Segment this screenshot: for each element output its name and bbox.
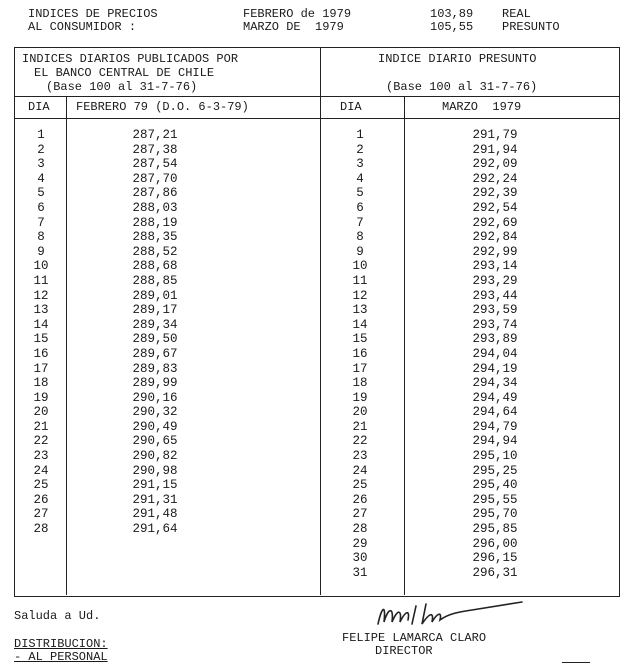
right-day-cell: 3 (356, 157, 364, 172)
left-day-cell: 15 (33, 332, 49, 347)
right-value-cell: 294,04 (472, 346, 518, 361)
right-value-cell: 295,40 (472, 478, 518, 493)
left-day-cell: 25 (33, 478, 49, 493)
right-day-cell: 7 (356, 215, 364, 230)
left-day-cell: 8 (37, 230, 45, 245)
left-value-cell: 289,83 (132, 361, 178, 376)
right-day-cell: 19 (352, 390, 368, 405)
left-value-cell: 288,68 (132, 259, 178, 274)
table-header-divider (14, 118, 619, 119)
right-day-cell: 29 (352, 536, 368, 551)
left-value-cell: 290,16 (132, 390, 178, 405)
header-value-line2: 105,55 (430, 20, 474, 34)
left-day-cell: 17 (33, 361, 49, 376)
right-day-cell: 17 (352, 361, 368, 376)
left-col-day-header: DIA (28, 100, 50, 114)
right-value-cell: 292,39 (472, 186, 518, 201)
right-day-cell: 24 (352, 463, 368, 478)
right-day-cell: 6 (356, 200, 364, 215)
right-value-cell: 295,10 (472, 449, 518, 464)
right-value-cell: 293,74 (472, 317, 518, 332)
right-day-cell: 30 (352, 551, 368, 566)
left-value-cell: 287,54 (132, 157, 178, 172)
right-day-cell: 20 (352, 405, 368, 420)
left-value-cell: 287,86 (132, 186, 178, 201)
right-day-cell: 15 (352, 332, 368, 347)
right-value-cell: 295,85 (472, 522, 518, 537)
left-value-cell: 290,32 (132, 405, 178, 420)
left-value-cell: 287,38 (132, 142, 178, 157)
right-value-cell: 294,49 (472, 390, 518, 405)
left-value-cell: 288,52 (132, 244, 178, 259)
left-day-cell: 5 (37, 186, 45, 201)
left-day-cell: 3 (37, 157, 45, 172)
right-value-cell: 292,69 (472, 215, 518, 230)
left-day-cell: 1 (37, 128, 45, 142)
right-day-cell: 9 (356, 244, 364, 259)
right-day-cell: 4 (356, 171, 364, 186)
left-title-line3: (Base 100 al 31-7-76) (46, 80, 198, 94)
footer-stroke (562, 662, 590, 663)
right-value-cell: 293,59 (472, 303, 518, 318)
right-value-cell: 292,99 (472, 244, 518, 259)
left-value-cell: 288,19 (132, 215, 178, 230)
left-day-cell: 13 (33, 303, 49, 318)
left-day-cell: 18 (33, 376, 49, 391)
left-value-cell: 290,98 (132, 463, 178, 478)
left-value-cell: 290,65 (132, 434, 178, 449)
right-day-cell: 23 (352, 449, 368, 464)
left-day-cell: 4 (37, 171, 45, 186)
left-day-cell: 11 (33, 273, 49, 288)
footer-greeting: Saluda a Ud. (14, 609, 101, 623)
right-day-cell: 22 (352, 434, 368, 449)
right-day-cell: 14 (352, 317, 368, 332)
right-title-line1: INDICE DIARIO PRESUNTO (378, 52, 537, 66)
left-value-cell: 291,64 (132, 522, 178, 537)
left-day-cell: 10 (33, 259, 49, 274)
right-value-cell: 294,64 (472, 405, 518, 420)
left-value-cell: 289,67 (132, 346, 178, 361)
table-title-divider (14, 96, 619, 97)
right-value-cell: 293,44 (472, 288, 518, 303)
right-day-cell: 11 (352, 273, 368, 288)
footer-distribution: DISTRIBUCION: (14, 637, 108, 651)
left-value-cell: 289,01 (132, 288, 178, 303)
right-day-cell: 5 (356, 186, 364, 201)
right-col-value-header: MARZO 1979 (442, 100, 522, 114)
right-value-cell: 292,54 (472, 200, 518, 215)
right-day-cell: 2 (356, 142, 364, 157)
left-col-value-header: FEBRERO 79 (D.O. 6-3-79) (76, 100, 249, 114)
left-day-cell: 2 (37, 142, 45, 157)
left-value-cell: 290,82 (132, 449, 178, 464)
right-day-cell: 10 (352, 259, 368, 274)
right-value-cell: 296,15 (472, 551, 518, 566)
right-day-cell: 18 (352, 376, 368, 391)
right-day-cell: 8 (356, 230, 364, 245)
left-value-cell: 288,35 (132, 230, 178, 245)
left-day-cell: 27 (33, 507, 49, 522)
left-value-column (70, 128, 240, 537)
left-day-cell: 16 (33, 346, 49, 361)
right-day-cell: 31 (352, 565, 368, 580)
right-day-divider (404, 96, 405, 595)
left-day-cell: 14 (33, 317, 49, 332)
right-day-cell: 25 (352, 478, 368, 493)
right-day-cell: 28 (352, 522, 368, 537)
right-col-day-header: DIA (340, 100, 362, 114)
handwritten-signature (372, 598, 542, 630)
right-value-cell: 293,29 (472, 273, 518, 288)
header-status-line2: PRESUNTO (502, 20, 560, 34)
left-value-cell: 291,15 (132, 478, 178, 493)
right-day-cell: 12 (352, 288, 368, 303)
left-value-cell: 291,48 (132, 507, 178, 522)
left-value-cell: 289,50 (132, 332, 178, 347)
signer-name: FELIPE LAMARCA CLARO (342, 631, 487, 645)
header-label-line1: INDICES DE PRECIOS (28, 7, 158, 21)
left-day-cell: 19 (33, 390, 49, 405)
right-value-cell: 291,94 (472, 142, 518, 157)
left-day-cell: 9 (37, 244, 45, 259)
right-value-cell: 295,55 (472, 492, 518, 507)
right-title-line2: (Base 100 al 31-7-76) (386, 80, 538, 94)
left-day-cell: 21 (33, 419, 49, 434)
right-value-cell: 291,79 (472, 128, 518, 142)
left-day-cell: 22 (33, 434, 49, 449)
right-value-cell: 293,89 (472, 332, 518, 347)
right-value-cell: 294,34 (472, 376, 518, 391)
left-day-cell: 23 (33, 449, 49, 464)
right-day-cell: 1 (356, 128, 364, 142)
header-status-line1: REAL (502, 7, 531, 21)
left-value-cell: 288,03 (132, 200, 178, 215)
right-value-cell: 294,19 (472, 361, 518, 376)
right-day-cell: 16 (352, 346, 368, 361)
left-day-cell: 12 (33, 288, 49, 303)
header-value-line1: 103,89 (430, 7, 474, 21)
left-value-cell: 290,49 (132, 419, 178, 434)
left-value-cell: 287,21 (132, 128, 178, 142)
right-value-cell: 295,70 (472, 507, 518, 522)
left-title-line2: EL BANCO CENTRAL DE CHILE (34, 66, 215, 80)
table-center-divider (320, 47, 321, 595)
header-month-line1: FEBRERO de 1979 (243, 7, 352, 21)
right-value-cell: 294,94 (472, 434, 518, 449)
right-day-cell: 21 (352, 419, 368, 434)
footer-distribution-item: - AL PERSONAL (14, 650, 108, 664)
left-value-cell: 289,17 (132, 303, 178, 318)
right-day-column (330, 128, 390, 580)
right-value-cell: 292,84 (472, 230, 518, 245)
left-value-cell: 287,70 (132, 171, 178, 186)
header-month-line2: MARZO DE 1979 (243, 20, 344, 34)
right-day-cell: 13 (352, 303, 368, 318)
left-value-cell: 288,85 (132, 273, 178, 288)
right-value-cell: 294,79 (472, 419, 518, 434)
left-value-cell: 289,34 (132, 317, 178, 332)
right-value-column (410, 128, 580, 580)
left-day-column (22, 128, 60, 537)
right-day-cell: 26 (352, 492, 368, 507)
left-day-divider (66, 96, 67, 595)
right-value-cell: 292,09 (472, 157, 518, 172)
left-day-cell: 24 (33, 463, 49, 478)
left-title-line1: INDICES DIARIOS PUBLICADOS POR (22, 52, 239, 66)
right-value-cell: 296,31 (472, 565, 518, 580)
left-day-cell: 7 (37, 215, 45, 230)
signer-title: DIRECTOR (375, 644, 433, 658)
left-day-cell: 20 (33, 405, 49, 420)
left-day-cell: 6 (37, 200, 45, 215)
header-label-line2: AL CONSUMIDOR : (28, 20, 137, 34)
left-day-cell: 26 (33, 492, 49, 507)
right-value-cell: 292,24 (472, 171, 518, 186)
right-value-cell: 295,25 (472, 463, 518, 478)
right-value-cell: 296,00 (472, 536, 518, 551)
left-day-cell: 28 (33, 522, 49, 537)
right-value-cell: 293,14 (472, 259, 518, 274)
left-value-cell: 289,99 (132, 376, 178, 391)
right-day-cell: 27 (352, 507, 368, 522)
left-value-cell: 291,31 (132, 492, 178, 507)
